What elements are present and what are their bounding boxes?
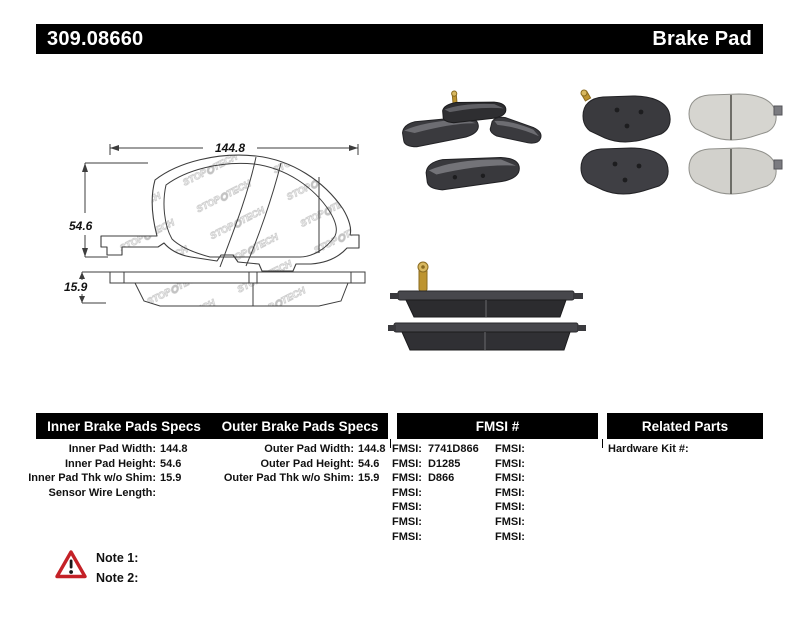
spec-value: 54.6 xyxy=(160,457,182,470)
related-header-bar xyxy=(607,413,763,439)
spec-label: Outer Pad Thk w/o Shim: xyxy=(223,472,354,485)
fmsi-row xyxy=(495,457,531,472)
spec-row xyxy=(28,471,188,486)
spec-value: 144.8 xyxy=(358,443,386,455)
spec-label: Inner Pad Thk w/o Shim: xyxy=(28,472,156,485)
fmsi-title: FMSI # xyxy=(475,418,520,434)
pad-friction-bottom xyxy=(689,148,782,194)
pad-edge-bottom xyxy=(388,323,586,350)
spec-label: Sensor Wire Length: xyxy=(48,486,156,499)
dim-thickness-group xyxy=(64,272,110,303)
fmsi-column-2 xyxy=(495,442,531,544)
fmsi-label: FMSI: xyxy=(495,486,525,499)
technical-drawing xyxy=(60,135,400,315)
spec-value: 15.9 xyxy=(160,472,182,485)
pad-photo-right xyxy=(489,115,544,147)
pad-side-view xyxy=(110,272,365,306)
fmsi-label: FMSI: xyxy=(392,515,422,528)
fmsi-label: FMSI: xyxy=(495,457,525,470)
specs-header-bar xyxy=(36,413,388,439)
fmsi-label: FMSI: xyxy=(392,457,422,470)
spec-label: Inner Pad Height: xyxy=(64,457,156,470)
note-1-label: Note 1: xyxy=(96,551,139,565)
spec-value: 54.6 xyxy=(358,457,380,470)
note-2-label: Note 2: xyxy=(96,571,139,585)
fmsi-label: FMSI: xyxy=(495,443,525,455)
dim-width-label: 144.8 xyxy=(214,141,246,155)
fmsi-row xyxy=(495,471,531,486)
fmsi-row xyxy=(495,515,531,530)
fmsi-label: FMSI: xyxy=(495,515,525,528)
product-name: Brake Pad xyxy=(652,27,752,50)
spec-row xyxy=(28,442,188,457)
related-title: Related Parts xyxy=(641,418,729,434)
pad-edge-top xyxy=(390,291,583,317)
pad-back-bottom xyxy=(581,148,668,194)
fmsi-label: FMSI: xyxy=(392,501,422,514)
fmsi-column-1 xyxy=(392,442,479,544)
pad-back-top xyxy=(581,90,670,142)
spec-row xyxy=(206,471,386,486)
inner-specs-title: Inner Brake Pads Specs xyxy=(47,418,201,434)
photo-pads-edge xyxy=(388,255,586,355)
fmsi-value: D866 xyxy=(427,472,455,485)
fmsi-value: 7741D866 xyxy=(427,443,479,455)
pad-friction-top xyxy=(689,94,782,140)
fmsi-row xyxy=(495,530,531,545)
fmsi-header-bar xyxy=(397,413,598,439)
related-parts-column xyxy=(608,442,695,457)
spec-row xyxy=(28,486,188,501)
pad-front-view xyxy=(101,155,359,271)
spec-value: 15.9 xyxy=(358,472,380,485)
fmsi-row xyxy=(495,486,531,501)
spec-row xyxy=(206,442,386,457)
dim-height-label: 54.6 xyxy=(69,219,93,233)
dim-thickness-label: 15.9 xyxy=(64,280,88,294)
column-divider-tick xyxy=(390,439,391,448)
fmsi-row xyxy=(392,515,479,530)
spec-row xyxy=(28,457,188,472)
spec-value: 144.8 xyxy=(160,443,188,455)
fmsi-label: FMSI: xyxy=(392,530,422,543)
spec-label: Outer Pad Width: xyxy=(264,443,354,455)
fmsi-row xyxy=(495,442,531,457)
fmsi-label: FMSI: xyxy=(392,472,422,485)
photo-pads-flat xyxy=(575,88,790,200)
inner-specs-column xyxy=(28,442,188,500)
related-row xyxy=(608,442,695,457)
part-number: 309.08660 xyxy=(47,27,144,50)
outer-specs-title: Outer Brake Pads Specs xyxy=(221,418,379,434)
column-divider-tick xyxy=(602,439,603,448)
spec-row xyxy=(206,457,386,472)
fmsi-value: D1285 xyxy=(427,457,461,470)
fmsi-row xyxy=(495,500,531,515)
spec-label: Outer Pad Height: xyxy=(260,457,354,470)
warning-triangle-icon xyxy=(54,549,88,581)
title-bar xyxy=(36,24,763,54)
fmsi-row xyxy=(392,500,479,515)
fmsi-row xyxy=(392,486,479,501)
fmsi-label: FMSI: xyxy=(495,472,525,485)
fmsi-row xyxy=(392,530,479,545)
pad-photo-front xyxy=(425,150,521,191)
fmsi-label: FMSI: xyxy=(495,530,525,543)
spec-label: Inner Pad Width: xyxy=(68,443,156,455)
fmsi-label: FMSI: xyxy=(392,443,422,455)
photo-pads-perspective xyxy=(395,85,545,205)
dim-width-group xyxy=(110,141,358,155)
fmsi-row xyxy=(392,442,479,457)
related-label: Hardware Kit #: xyxy=(608,443,689,455)
wear-sensor xyxy=(418,262,428,291)
outer-specs-column xyxy=(206,442,386,486)
fmsi-row xyxy=(392,471,479,486)
fmsi-label: FMSI: xyxy=(495,501,525,514)
fmsi-label: FMSI: xyxy=(392,486,422,499)
spec-value xyxy=(160,486,188,501)
fmsi-row xyxy=(392,457,479,472)
